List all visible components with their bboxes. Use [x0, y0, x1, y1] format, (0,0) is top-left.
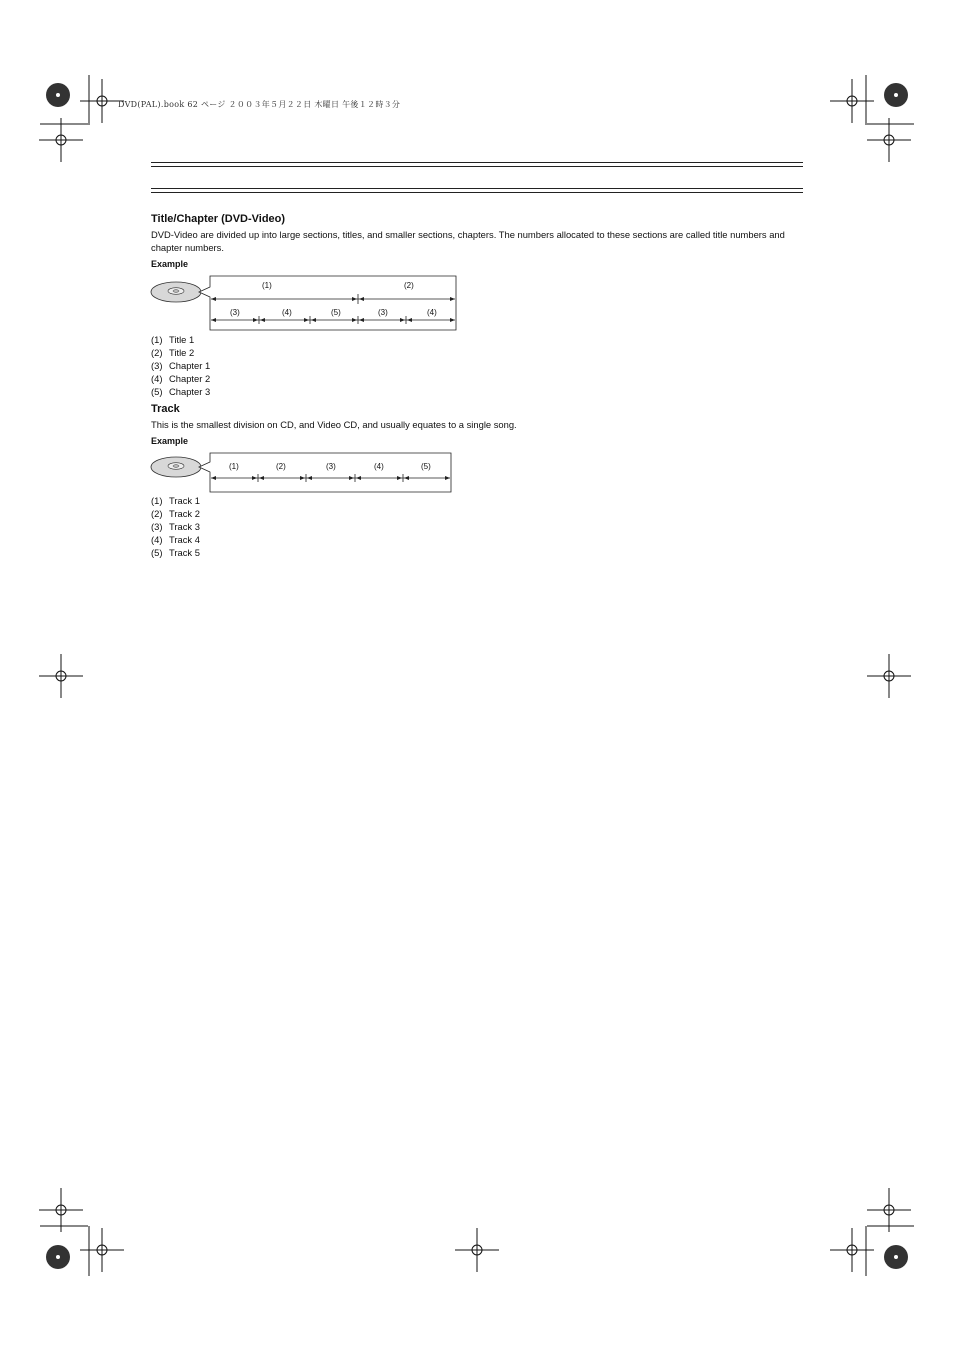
list-item: (4) Track 4: [151, 534, 200, 545]
list-item: (5) Track 5: [151, 547, 200, 558]
track-label-4: (4): [374, 462, 384, 471]
list-item: (3) Track 3: [151, 521, 200, 532]
top-rule-2: [151, 166, 803, 167]
track-diagram: [148, 450, 458, 496]
disc-icon: [151, 282, 201, 302]
list-item: (2) Title 2: [151, 347, 195, 358]
list-item: (4) Chapter 2: [151, 373, 211, 384]
list-item: (5) Chapter 3: [151, 386, 211, 397]
title-label-2: (2): [404, 281, 414, 290]
top-rule-1: [151, 162, 803, 163]
file-info-line: DVD(PAL).book 62 ページ ２００３年５月２２日 木曜日 午後１２時３分: [118, 100, 401, 109]
list-item: (1) Title 1: [151, 334, 195, 345]
example-label: Example: [151, 436, 189, 446]
chapter-label-3: (5): [331, 308, 341, 317]
chapter-label-1: (3): [230, 308, 240, 317]
section-body-track: This is the smallest division on CD, and Video CD, and usually equates to a single song.: [151, 419, 517, 430]
section-heading-track: Track: [151, 403, 180, 415]
chapter-label-5: (4): [427, 308, 437, 317]
section-heading-title-chapter: Title/Chapter (DVD-Video): [151, 213, 286, 225]
track-label-5: (5): [421, 462, 431, 471]
title-chapter-legend: [151, 333, 210, 398]
section-body-title-chapter: DVD-Video are divided up into large sections, titles, and smaller sections, chapters. The numbers allocated to these sections are called title numbers and chapter numbers.: [151, 229, 785, 253]
title-chapter-diagram: [148, 272, 460, 334]
example-label: Example: [151, 259, 189, 269]
track-legend: [151, 494, 200, 559]
track-label-1: (1): [229, 462, 239, 471]
title-label-1: (1): [262, 281, 272, 290]
top-rule-4: [151, 192, 803, 193]
list-item: (2) Track 2: [151, 508, 200, 519]
chapter-label-2: (4): [282, 308, 292, 317]
top-rule-3: [151, 188, 803, 189]
list-item: (1) Track 1: [151, 495, 200, 506]
chapter-label-4: (3): [378, 308, 388, 317]
track-label-2: (2): [276, 462, 286, 471]
disc-icon: [151, 457, 201, 477]
track-label-3: (3): [326, 462, 336, 471]
list-item: (3) Chapter 1: [151, 360, 211, 371]
